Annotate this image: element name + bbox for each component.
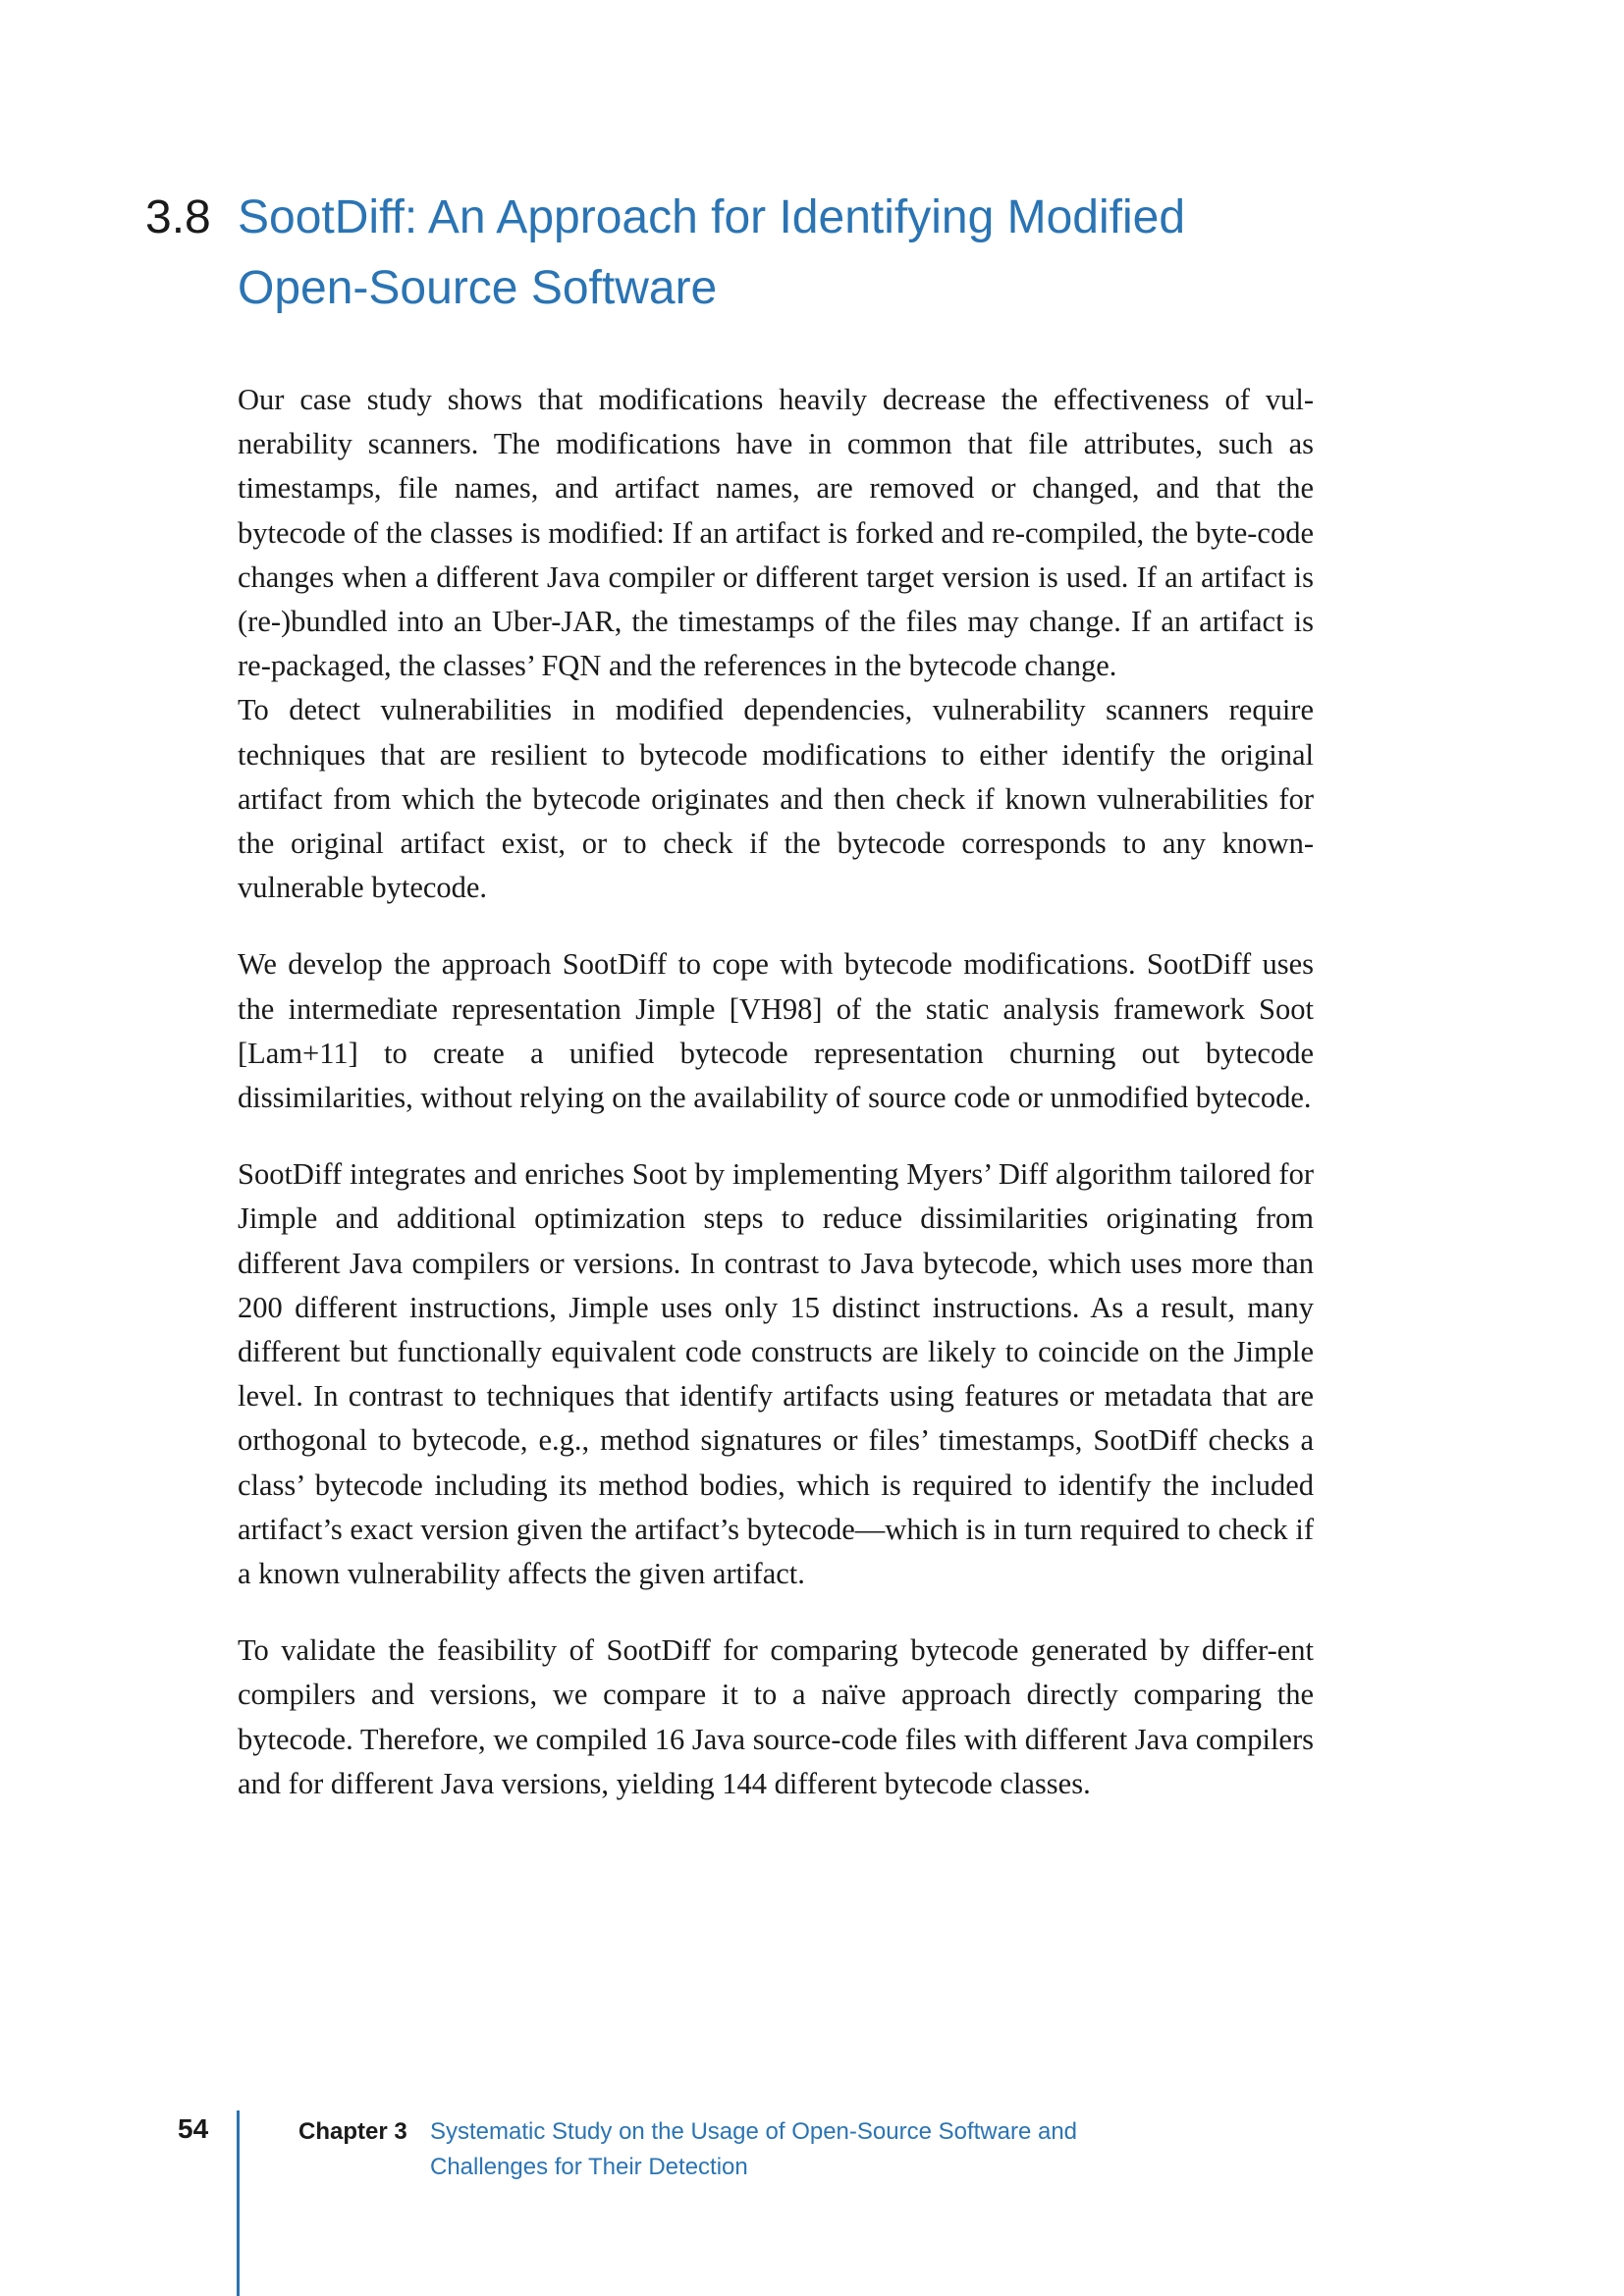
section-title-line-1: SootDiff: An Approach for Identifying Modified xyxy=(238,191,1186,243)
section-title-line-2: Open-Source Software xyxy=(238,262,718,314)
paragraph-jimple: SootDiff integrates and enriches Soot by implementing Myers’ Diff algorithm tailored for Jimple and additional optimization steps to reduce dissimilarities originating from different Java compilers or versions. In contrast to Java bytecode, which uses more than 200 different instructions, Jimple uses only 15 distinct instructions. As a result, many different but functionally equivalent code constructs are likely to coincide on the Jimple level. In contrast to techniques that identify artifacts using features or metadata that are orthogonal to bytecode, e.g., method signatures or files’ timestamps, SootDiff checks a class’ bytecode including its method bodies, which is required to identify the included artifact’s exact version given the artifact’s bytecode—which is in turn required to check if a known vulnerability affects the given artifact. xyxy=(238,1157,1314,1591)
section-title xyxy=(238,183,1318,324)
chapter-label: Chapter 3 xyxy=(298,2118,407,2145)
section-number: 3.8 xyxy=(145,191,211,243)
chapter-title xyxy=(430,2114,1137,2185)
chapter-title-line-1: Systematic Study on the Usage of Open-Source Software and xyxy=(430,2118,1078,2145)
chapter-title-line-2: Challenges for Their Detection xyxy=(430,2154,748,2180)
footer-divider xyxy=(237,2110,240,2296)
paragraph-validation: To validate the feasibility of SootDiff for comparing bytecode generated by differ-ent compilers and versions, we compare it to a naïve approach directly comparing the bytecode. Therefore, we compiled 16 Java source-code files with different Java compilers and for different Java versions, yielding 144 different bytecode classes. xyxy=(238,1633,1314,1800)
paragraph-approach: We develop the approach SootDiff to cope with bytecode modifications. SootDiff uses the intermediate representation Jimple [VH98] of the static analysis framework Soot [Lam+11] to create a unified bytecode representation churning out bytecode dissimilarities, without relying on the availability of source code or unmodified bytecode. xyxy=(238,947,1314,1115)
paragraph-detection: To detect vulnerabilities in modified dependencies, vulnerability scanners require techniques that are resilient to bytecode modifications to either identify the original artifact from which the bytecode originates and then check if known vulnerabilities for the original artifact exist, or to check if the bytecode corresponds to any known-vulnerable bytecode. xyxy=(238,693,1314,905)
body-text xyxy=(238,378,1314,1806)
page-number: 54 xyxy=(178,2113,209,2144)
paragraph-intro: Our case study shows that modifications heavily decrease the effectiveness of vul-nerability scanners. The modifications have in common that file attributes, such as timestamps, file names, and artifact names, are removed or changed, and that the bytecode of the classes is modified: If an artifact is forked and re-compiled, the byte-code changes when a different Java compiler or different target version is used. If an artifact is (re-)bundled into an Uber-JAR, the timestamps of the files may change. If an artifact is re-packaged, the classes’ FQN and the references in the bytecode change. xyxy=(238,383,1314,683)
